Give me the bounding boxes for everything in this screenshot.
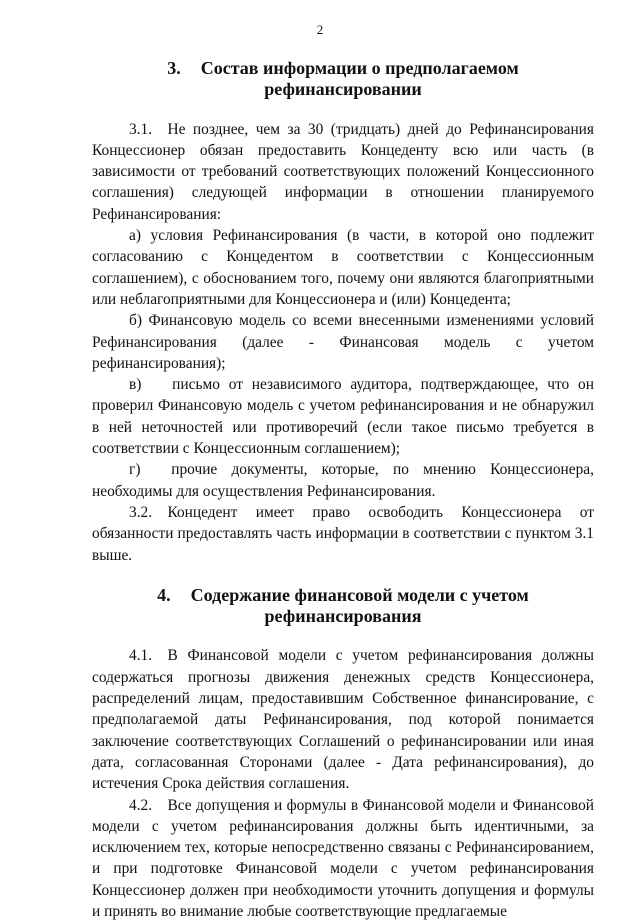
paragraph-3-2: 3.2. Концедент имеет право освободить Концессионера от обязанности предоставлять часть информации в соответствии с пунктом 3.1 выше. (92, 502, 594, 566)
paragraph-3-1-v: в) письмо от независимого аудитора, подтверждающее, что он проверил Финансовую модель с учетом рефинансирования и не обнаружил в ней неточностей или противоречий (если такое письмо требуется в соответствии с Концессионным соглашением); (92, 374, 594, 459)
paragraph-3-1-a: а) условия Рефинансирования (в части, в которой оно подлежит согласованию с Концедентом в соответствии с Концессионным соглашением), с обоснованием того, почему они являются благоприятными или неблагоприятными для Концессионера и (или) Концедента; (92, 225, 594, 310)
paragraph-4-2: 4.2. Все допущения и формулы в Финансовой модели и Финансовой модели с учетом рефинансирования должны быть идентичными, за исключением тех, которые непосредственно связаны с Рефинансированием, и при подготовке Финансовой модели с учетом рефинансирования Концессионер должен при необходимости уточнить допущения и формулы и принять во внимание любые соответствующие предлагаемые (92, 795, 594, 922)
section-3-title: Состав информации о предполагаемом рефинансировании (201, 58, 519, 99)
page-number: 2 (0, 22, 640, 38)
section-4-number: 4. (157, 585, 171, 606)
section-3-number: 3. (167, 58, 181, 79)
section-3-heading (92, 58, 594, 101)
paragraph-3-1: 3.1. Не позднее, чем за 30 (тридцать) дней до Рефинансирования Концессионер обязан предоставить Концеденту всю или часть (в зависимости от требований соответствующих положений Концессионного соглашения) следующей информации в отношении планируемого Рефинансирования: (92, 119, 594, 225)
paragraph-3-1-g: г) прочие документы, которые, по мнению Концессионера, необходимы для осуществления Рефинансирования. (92, 459, 594, 502)
section-4-heading (92, 585, 594, 628)
paragraph-3-1-b: б) Финансовую модель со всеми внесенными изменениями условий Рефинансирования (далее - Финансовая модель с учетом рефинансирования); (92, 310, 594, 374)
section-4-title: Содержание финансовой модели с учетом рефинансирования (191, 585, 529, 626)
paragraph-4-1: 4.1. В Финансовой модели с учетом рефинансирования должны содержаться прогнозы движения денежных средств Концессионера, распределений лицам, предоставившим Собственное финансирование, с предполагаемой даты Рефинансирования, под которой понимается заключение соответствующих Соглашений о рефинансировании или иная дата, согласованная Сторонами (далее - Дата рефинансирования), до истечения Срока действия соглашения. (92, 645, 594, 794)
document-body (92, 58, 594, 922)
